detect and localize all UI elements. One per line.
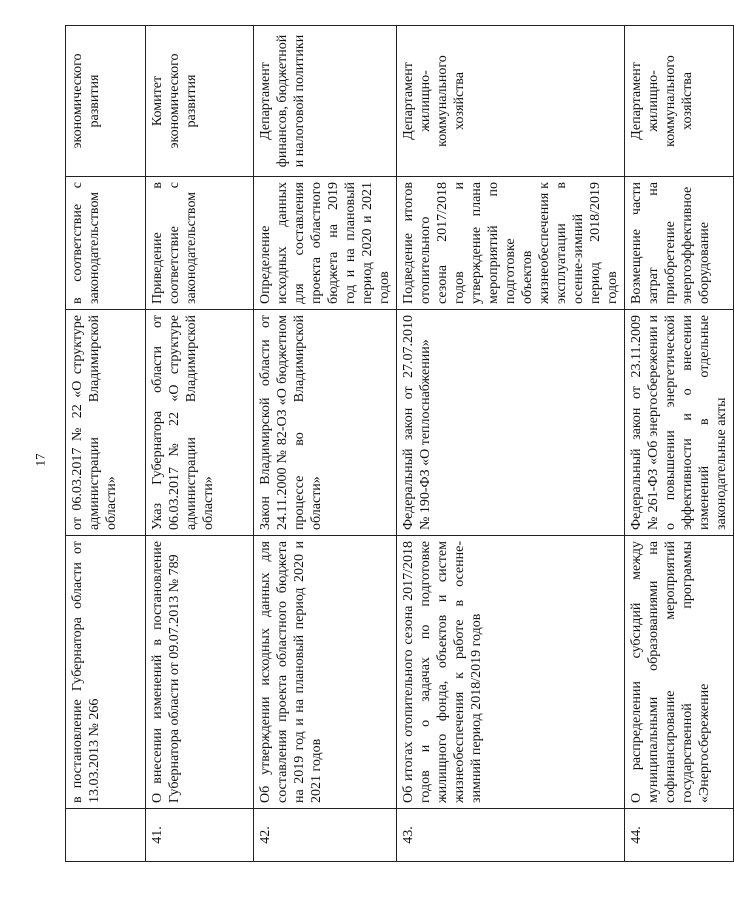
legal-basis-cell: Указ Губернатора области от 06.03.2017 № 22 «О структуре администрации Владимирской области» <box>146 310 254 536</box>
executor-cell: Департамент финансов, бюджетной и налоговой политики <box>254 26 397 177</box>
table-row <box>397 26 625 862</box>
legal-basis-cell: Закон Владимирской области от 24.11.2000 № 82-ОЗ «О бюджетном процессе во Владимирской области» <box>254 310 397 536</box>
goal-cell: Приведение в соответствие с законодательством <box>146 177 254 310</box>
plan-table <box>65 25 734 862</box>
row-number-cell: 43. <box>397 809 625 862</box>
goal-cell: в соответствие с законодательством <box>66 177 146 310</box>
legal-basis-cell: Федеральный закон от 23.11.2009 № 261-ФЗ «Об энергосбережении и о повышении энергетической эффективности и о внесении изменений в отдельные законодательные акты <box>625 310 734 536</box>
row-number-cell: 42. <box>254 809 397 862</box>
executor-cell: экономического развития <box>66 26 146 177</box>
row-number-cell <box>66 809 146 862</box>
table-row <box>66 26 146 862</box>
executor-cell: Департамент жилищно-коммунального хозяйства <box>625 26 734 177</box>
event-cell: О внесении изменений в постановление Губернатора области от 09.07.2013 № 789 <box>146 536 254 809</box>
goal-cell: Возмещение части затрат на приобретение энергоэффективное оборудование <box>625 177 734 310</box>
legal-basis-cell: Федеральный закон от 27.07.2010 № 190-ФЗ «О теплоснабжении» <box>397 310 625 536</box>
goal-cell: Подведение итогов отопительного сезона 2017/2018 годов и утверждение плана мероприятий по подготовке объектов жизнеобеспечения к эксплуатации в осенне-зимний период 2018/2019 годов <box>397 177 625 310</box>
page-number: 17 <box>32 453 48 467</box>
event-cell: Об утверждении исходных данных для составления проекта областного бюджета на 2019 год и на плановый период 2020 и 2021 годов <box>254 536 397 809</box>
table-row <box>254 26 397 862</box>
rotated-table-container <box>65 34 729 862</box>
table-row <box>146 26 254 862</box>
legal-basis-cell: от 06.03.2017 № 22 «О структуре администрации Владимирской области» <box>66 310 146 536</box>
event-cell: в постановление Губернатора области от 13.03.2013 № 266 <box>66 536 146 809</box>
event-cell: О распределении субсидий между муниципальными образованиями на софинансирование мероприятий государственной программы «Энергосбережение <box>625 536 734 809</box>
executor-cell: Комитет экономического развития <box>146 26 254 177</box>
executor-cell: Департамент жилищно-коммунального хозяйства <box>397 26 625 177</box>
row-number-cell: 44. <box>625 809 734 862</box>
table-row <box>625 26 734 862</box>
row-number-cell: 41. <box>146 809 254 862</box>
goal-cell: Определение исходных данных для составления проекта областного бюджета на 2019 год и на плановый период 2020 и 2021 годов <box>254 177 397 310</box>
event-cell: Об итогах отопительного сезона 2017/2018 годов и о задачах по подготовке жилищного фонда, объектов и систем жизнеобеспечения к работе в осенне-зимний период 2018/2019 годов <box>397 536 625 809</box>
